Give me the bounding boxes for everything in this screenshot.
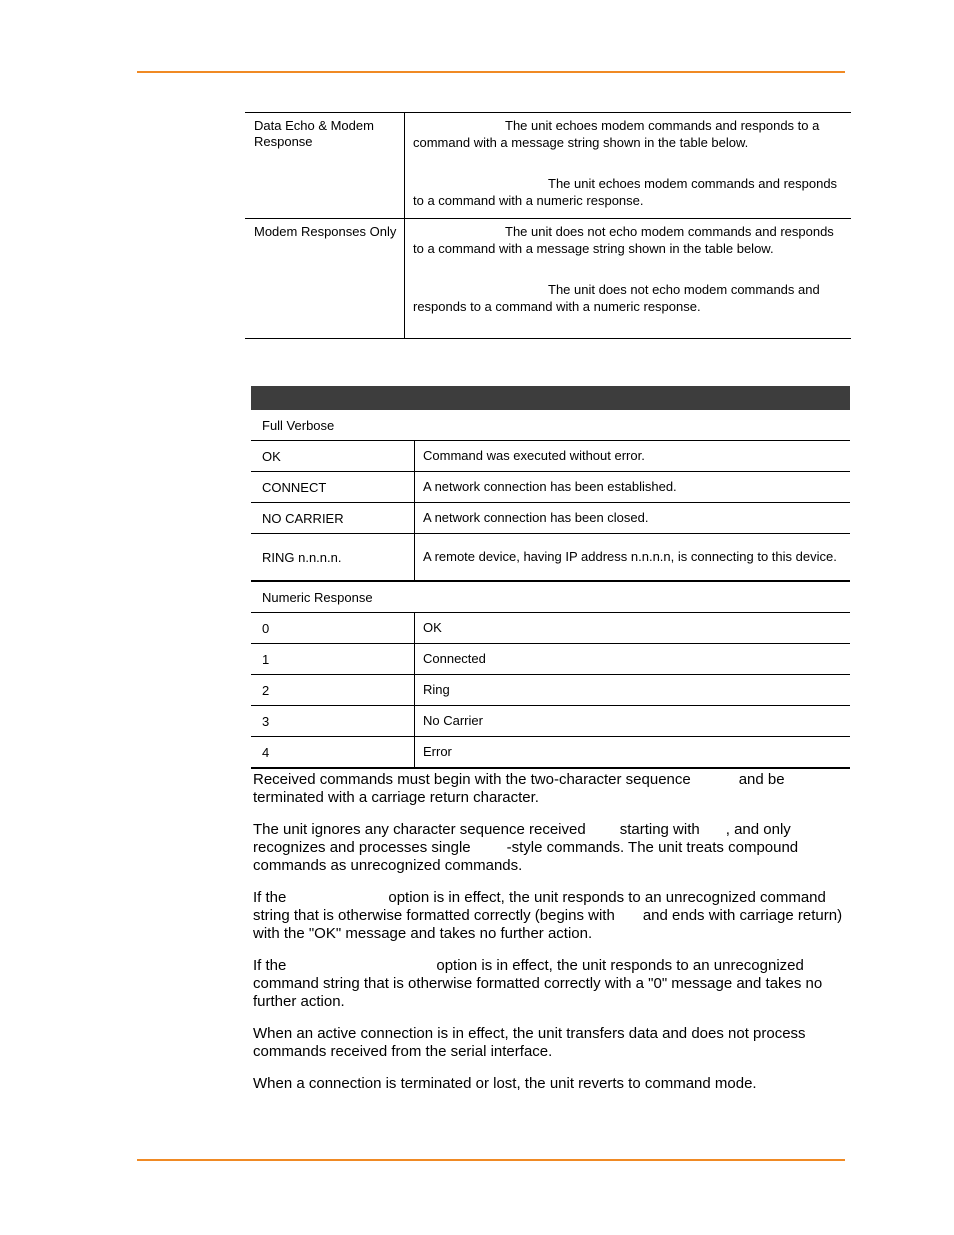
table-row — [251, 472, 850, 503]
response-meaning: No Carrier — [423, 713, 483, 728]
paragraph: If the option is in effect, the unit responds to an unrecognized command string that is otherwise formatted correctly with a "0" message and takes no further action. — [253, 957, 823, 1010]
response-code: 2 — [251, 675, 415, 705]
section-heading-numeric: Numeric Response — [251, 582, 850, 613]
table-header — [251, 386, 850, 410]
description-text: The unit does not echo modem commands and responds to a command with a numeric response. — [413, 282, 820, 314]
mode-description — [405, 113, 851, 218]
response-meaning: OK — [423, 620, 442, 635]
response-code: CONNECT — [251, 472, 415, 502]
response-code: NO CARRIER — [251, 503, 415, 533]
response-code: 4 — [251, 737, 415, 767]
paragraph: The unit ignores any character sequence received starting with , and only recognizes and processes single -style commands. The unit treats compound commands as unrecognized commands. — [253, 821, 799, 874]
table-row — [251, 441, 850, 472]
mode-table — [245, 112, 851, 339]
body-text — [253, 771, 843, 1107]
response-meaning: A network connection has been established. — [423, 479, 677, 494]
response-meaning: Ring — [423, 682, 450, 697]
table-row — [251, 706, 850, 737]
table-row — [251, 534, 850, 582]
header-rule — [137, 71, 845, 73]
table-row — [251, 675, 850, 706]
description-text: The unit echoes modem commands and responds to a command with a numeric response. — [413, 176, 838, 208]
response-code: 1 — [251, 644, 415, 674]
response-table — [251, 386, 850, 769]
response-code: OK — [251, 441, 415, 471]
paragraph: When a connection is terminated or lost, the unit reverts to command mode. — [253, 1075, 757, 1092]
table-row — [251, 503, 850, 534]
table-row — [245, 219, 851, 339]
description-text: The unit does not echo modem commands and responds to a command with a message string shown in the table below. — [413, 224, 834, 256]
table-row — [251, 644, 850, 675]
response-meaning: A remote device, having IP address n.n.n.n, is connecting to this device. — [423, 549, 837, 564]
response-meaning: Error — [423, 744, 452, 759]
paragraph: If the option is in effect, the unit responds to an unrecognized command string that is otherwise formatted correctly (begins with and ends with carriage return) with the "OK" message and takes no further action. — [253, 889, 843, 942]
response-meaning: Connected — [423, 651, 486, 666]
description-text: The unit echoes modem commands and responds to a command with a message string shown in the table below. — [413, 118, 820, 150]
table-row — [251, 613, 850, 644]
mode-label: Modem Responses Only — [245, 219, 405, 338]
table-row — [245, 113, 851, 219]
mode-description — [405, 219, 851, 338]
response-code: 0 — [251, 613, 415, 643]
table-row — [251, 737, 850, 769]
response-code: 3 — [251, 706, 415, 736]
paragraph: Received commands must begin with the two-character sequence and be terminated with a carriage return character. — [253, 771, 785, 806]
response-meaning: A network connection has been closed. — [423, 510, 649, 525]
response-code: RING n.n.n.n. — [251, 534, 415, 580]
paragraph: When an active connection is in effect, the unit transfers data and does not process commands received from the serial interface. — [253, 1025, 806, 1060]
response-meaning: Command was executed without error. — [423, 448, 645, 463]
mode-label: Data Echo & Modem Response — [245, 113, 405, 218]
section-heading-verbose: Full Verbose — [251, 410, 850, 441]
footer-rule — [137, 1159, 845, 1161]
